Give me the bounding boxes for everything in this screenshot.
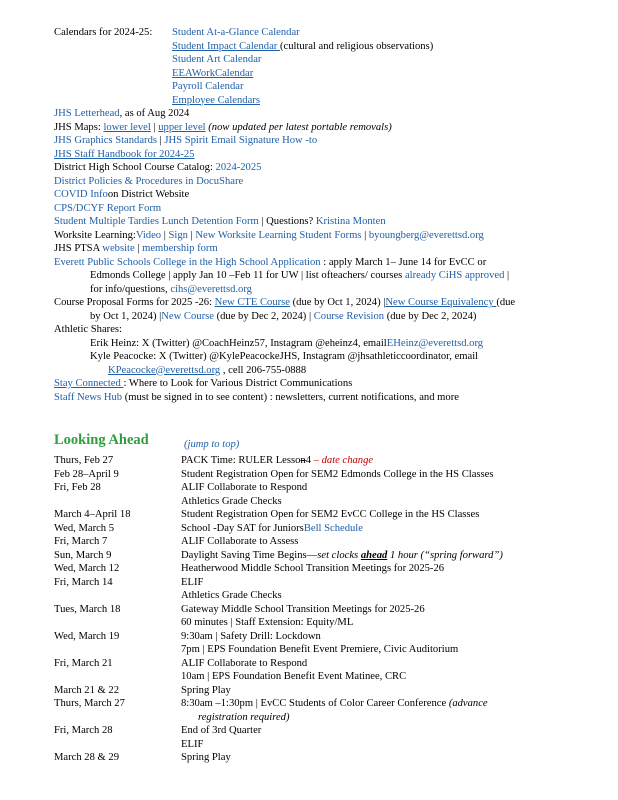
course-catalog-link[interactable]: 2024-2025: [215, 162, 262, 173]
calendar-link-payroll[interactable]: Payroll Calendar: [172, 81, 244, 92]
graphics-standards-link[interactable]: JHS Graphics Standards: [54, 135, 157, 146]
kyle-email-link[interactable]: KPeacocke@everettsd.org: [108, 364, 221, 376]
worksite-sign-link[interactable]: Sign: [168, 229, 188, 241]
cps-line: [54, 202, 161, 215]
stay-connected-line: Stay Connected : Where to Look for Various District Communications: [54, 378, 353, 389]
athletic-erik-line: Erik Heinz: X (Twitter) @CoachHeinz57, Instagram @eheinz4, emailEHeinz@everettsd.org: [90, 337, 484, 349]
schedule-date: Thurs, Feb 27: [54, 455, 114, 466]
contact-link-kristina[interactable]: Kristina Monten: [315, 216, 386, 227]
schedule-date: Fri, March 21: [54, 657, 113, 669]
schedule-event: ALIF Collaborate to Respond: [181, 657, 308, 669]
schedule-event-sat: School -Day SAT for JuniorsBell Schedule: [181, 522, 363, 534]
schedule-date: Fri, March 7: [54, 536, 108, 547]
cihs-email-link[interactable]: cihs@everettsd.org: [170, 283, 252, 295]
ptsa-line: JHS PTSA website | membership form: [54, 243, 218, 254]
cihs-application-link[interactable]: Everett Public Schools College in the High School Application: [54, 256, 321, 268]
everett-cihs-line: Everett Public Schools College in the High School Application : apply March 1– June 14 for EvCC or: [54, 256, 487, 268]
schedule-date: Feb 28–April 9: [54, 468, 119, 480]
worksite-video-link[interactable]: Video: [135, 229, 162, 241]
new-course-link[interactable]: New Course: [161, 310, 214, 322]
schedule-event: Athletics Grade Checks: [181, 590, 282, 601]
schedule-event: Student Registration Open for SEM2 EvCC College in the HS Classes: [181, 509, 480, 520]
staff-news-hub-link[interactable]: Staff News Hub: [54, 391, 123, 403]
ptsa-website-link[interactable]: website: [102, 243, 135, 254]
letterhead-link[interactable]: JHS Letterhead: [54, 108, 120, 119]
covid-info-link[interactable]: COVID Info: [54, 189, 108, 200]
schedule-event-dst: Daylight Saving Time Begins—set clocks ahead 1 hour (“spring forward”): [181, 549, 503, 561]
cps-report-link[interactable]: CPS/DCYF Report Form: [54, 202, 162, 214]
schedule-event: ALIF Collaborate to Respond: [181, 482, 308, 493]
staff-handbook-link[interactable]: JHS Staff Handbook for 2024-25: [54, 148, 195, 160]
proposal-line: Course Proposal Forms for 2025 -26: New CTE Course (due by Oct 1, 2024) |New Course Equivalency (due: [54, 297, 516, 308]
schedule-date: Wed, March 5: [54, 522, 115, 534]
schedule-date: Fri, Feb 28: [54, 482, 101, 493]
erik-email-link[interactable]: EHeinz@everettsd.org: [386, 337, 484, 349]
staff-news-line: Staff News Hub (must be signed in to see content) : newsletters, current notifications, and more: [54, 391, 459, 403]
email-signature-link[interactable]: JHS Spirit Email Signature How -to: [164, 135, 318, 146]
schedule-event: Gateway Middle School Transition Meetings for 2025-26: [181, 603, 425, 615]
calendars-label: Calendars for 2024-25:: [54, 27, 153, 38]
athletic-kyle-line-2: KPeacocke@everettsd.org , cell 206-755-0888: [108, 364, 307, 376]
calendar-link-art[interactable]: Student Art Calendar: [172, 54, 262, 65]
catalog-line: District High School Course Catalog: 2024-2025: [54, 162, 262, 173]
maps-line: JHS Maps: lower level | upper level (now updated per latest portable removals): [54, 121, 392, 133]
schedule-date: Sun, March 9: [54, 549, 112, 561]
schedule-event: Spring Play: [181, 684, 231, 696]
schedule-event: ELIF: [181, 738, 204, 750]
calendar-link-eea[interactable]: EEAWorkCalendar: [172, 67, 254, 79]
schedule-event: ALIF Collaborate to Assess: [181, 536, 299, 547]
schedule-date: Thurs, March 27: [54, 698, 125, 709]
schedule-event: 60 minutes | Staff Extension: Equity/ML: [181, 617, 354, 628]
jump-to-top-link[interactable]: (jump to top): [184, 439, 240, 450]
handbook-line: [54, 148, 194, 161]
athletic-label: Athletic Shares:: [54, 324, 122, 335]
policies-line: [54, 175, 243, 188]
covid-line: COVID Infoon District Website: [54, 189, 190, 200]
everett-cihs-line-3: for info/questions, cihs@everettsd.org: [90, 283, 252, 295]
calendar-note: (cultural and religious observations): [279, 40, 434, 52]
course-revision-link[interactable]: Course Revision: [313, 310, 385, 322]
calendar-link-employee[interactable]: Employee Calendars: [172, 94, 260, 106]
cihs-approved-link[interactable]: already CiHS approved: [404, 270, 505, 281]
worksite-line: Worksite Learning:Video | Sign | New Worksite Learning Student Forms | byoungberg@everettsd.org: [54, 229, 484, 241]
schedule-event: Heatherwood Middle School Transition Meetings for 2025-26: [181, 563, 445, 574]
tardies-line: Student Multiple Tardies Lunch Detention Form | Questions? Kristina Monten: [54, 216, 386, 227]
calendar-link-impact[interactable]: Student Impact Calendar: [172, 40, 280, 52]
schedule-date: March 28 & 29: [54, 752, 120, 763]
calendar-link-at-a-glance[interactable]: Student At-a-Glance Calendar: [172, 27, 300, 38]
upper-level-map-link[interactable]: upper level: [158, 121, 206, 133]
schedule-date: Wed, March 12: [54, 563, 120, 574]
schedule-event-evcc-note: registration required): [198, 711, 290, 723]
new-cte-course-link[interactable]: New CTE Course: [214, 297, 290, 308]
schedule-date: Tues, March 18: [54, 603, 121, 615]
schedule-date: Wed, March 19: [54, 630, 120, 642]
schedule-event: Spring Play: [181, 752, 231, 763]
ptsa-membership-link[interactable]: membership form: [142, 243, 218, 254]
schedule-event: 10am | EPS Foundation Benefit Event Matinee, CRC: [181, 671, 407, 682]
schedule-event: End of 3rd Quarter: [181, 725, 262, 736]
policies-link[interactable]: District Policies & Procedures in DocuShare: [54, 175, 244, 187]
schedule-event: Student Registration Open for SEM2 Edmonds College in the HS Classes: [181, 468, 494, 480]
looking-ahead-heading: Looking Ahead: [54, 432, 149, 448]
schedule-date: March 4–April 18: [54, 509, 131, 520]
schedule-event: Athletics Grade Checks: [181, 495, 282, 507]
graphics-line: JHS Graphics Standards | JHS Spirit Email Signature How -to: [54, 135, 318, 146]
athletic-kyle-line: Kyle Peacocke: X (Twitter) @KylePeacockeJHS, Instagram @jhsathleticcoordinator, email: [90, 351, 479, 362]
bell-schedule-link[interactable]: Bell Schedule: [303, 522, 363, 534]
schedule-event: ELIF: [181, 576, 204, 588]
schedule-event-ruler: PACK Time: RULER Lesson4 – date change: [181, 455, 374, 466]
lower-level-map-link[interactable]: lower level: [103, 121, 151, 133]
letterhead-line: JHS Letterhead, as of Aug 2024: [54, 108, 190, 119]
schedule-event-evcc: 8:30am –1:30pm | EvCC Students of Color Career Conference (advance: [181, 698, 488, 709]
worksite-email-link[interactable]: byoungberg@everettsd.org: [368, 229, 484, 241]
proposal-line-2: by Oct 1, 2024) |New Course (due by Dec 2, 2024) | Course Revision (due by Dec 2, 2024): [90, 310, 477, 322]
worksite-forms-link[interactable]: New Worksite Learning Student Forms: [195, 229, 362, 241]
schedule-event: 7pm | EPS Foundation Benefit Event Premiere, Civic Auditorium: [181, 644, 459, 655]
stay-connected-link[interactable]: Stay Connected: [54, 378, 124, 389]
everett-cihs-line-2: Edmonds College | apply Jan 10 –Feb 11 for UW | list ofteachers/ courses already CiHS approved |: [90, 270, 510, 281]
schedule-date: Fri, March 14: [54, 576, 113, 588]
tardies-form-link[interactable]: Student Multiple Tardies Lunch Detention Form: [54, 216, 259, 227]
schedule-event: 9:30am | Safety Drill: Lockdown: [181, 630, 321, 642]
course-equivalency-link[interactable]: New Course Equivalency: [385, 297, 497, 308]
schedule-date: March 21 & 22: [54, 684, 120, 696]
schedule-date: Fri, March 28: [54, 725, 113, 736]
